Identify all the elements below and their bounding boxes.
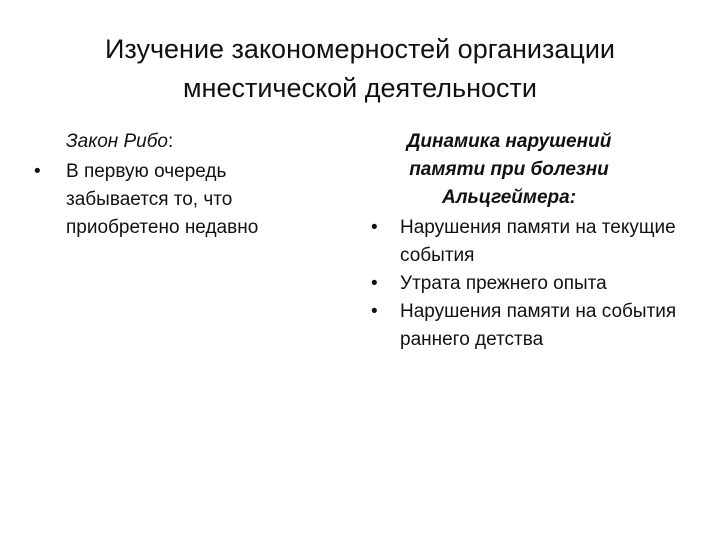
list-item-text: Нарушения памяти на события раннего детства [400,301,677,350]
alzheimer-dynamics-column [355,128,700,354]
ribot-law-heading [28,128,328,156]
bullet-icon: • [371,301,378,322]
bullet-icon: • [371,273,378,294]
ribot-law-heading-text: Закон Рибо [66,131,168,152]
bullet-icon: • [34,161,41,182]
alzheimer-dynamics-heading: Динамика нарушений памяти при болезни Альцгеймера: [406,131,612,208]
ribot-law-list [28,158,328,242]
list-item [355,298,700,354]
list-item [355,270,700,298]
bullet-icon: • [371,217,378,238]
list-item-text: В первую очередь забывается то, что приобретено недавно [66,161,259,238]
list-item-text: Утрата прежнего опыта [400,273,607,294]
list-item [355,214,700,270]
ribot-law-column [28,128,328,242]
list-item [28,158,328,242]
alzheimer-dynamics-list [355,214,700,354]
list-item-text: Нарушения памяти на текущие события [400,217,676,266]
ribot-law-heading-colon: : [168,131,174,152]
slide-title: Изучение закономерностей организации мнестической деятельности [104,34,616,103]
